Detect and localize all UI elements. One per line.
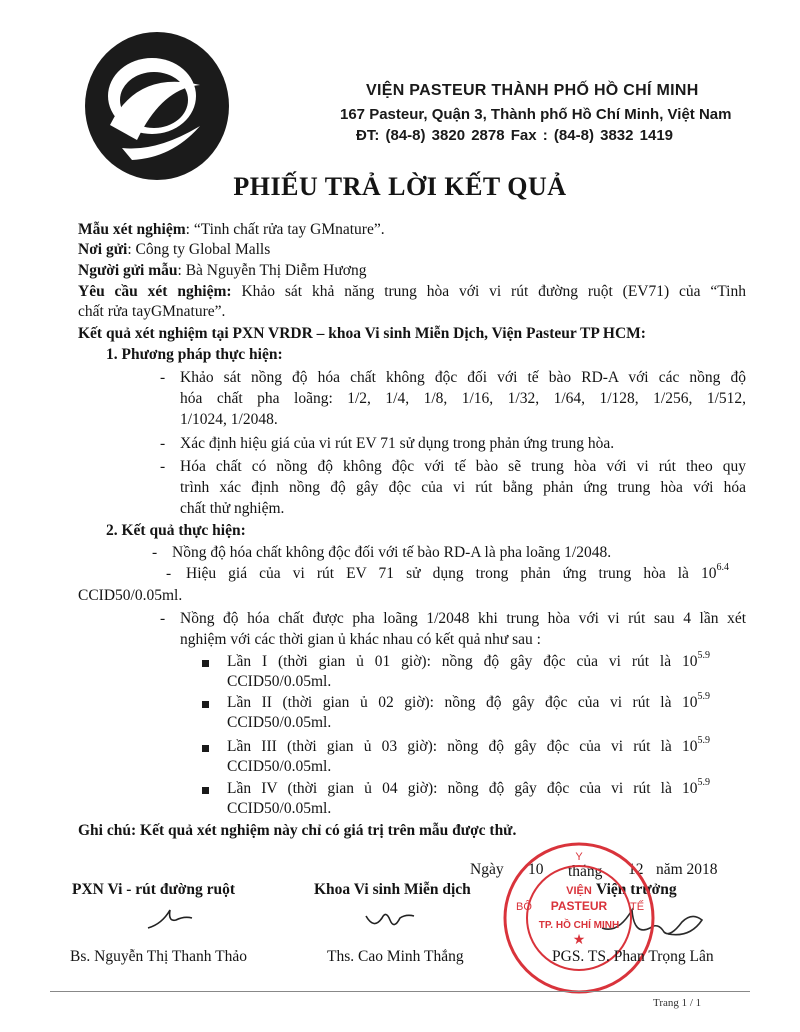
trial-2-line-1 [227,693,710,713]
method-item-3-line-3: chất thử nghiệm. [180,500,285,517]
trial-4-exponent: 5.9 [697,777,710,788]
institute-phone-fax: ĐT: (84-8) 3820 2878 Fax : (84-8) 3832 1419 [356,127,674,144]
date-month: 12 [628,861,644,878]
sample-label: Mẫu xét nghiệm [78,221,186,238]
trial-2-exponent: 5.9 [697,691,710,702]
dash: - [160,435,166,452]
bullet-icon [202,745,209,752]
method-item-2-line-1: Xác định hiệu giá của vi rút EV 71 sử dụng trong phản ứng trung hòa. [180,435,615,452]
trial-4-line-1 [227,779,710,799]
trial-1-exponent: 5.9 [697,650,710,661]
institute-name: VIỆN PASTEUR THÀNH PHỐ HỒ CHÍ MINH [366,82,699,99]
result-item-2-line-2: CCID50/0.05ml. [78,587,183,604]
stamp-line-3: TP. HỒ CHÍ MINH [538,920,620,931]
method-item-3-line-1: Hóa chất có nồng độ không độc với tế bào sẽ trung hòa với vi rút theo quy [180,458,746,475]
trial-4-unit: CCID50/0.05ml. [227,800,332,817]
date-month-label: tháng [568,863,603,880]
method-item-1-line-1: Khảo sát nồng độ hóa chất không độc đối với tế bào RD-A với các nồng độ [180,369,746,386]
director-signatory-name: PGS. TS. Phan Trọng Lân [552,948,714,965]
institute-address: 167 Pasteur, Quận 3, Thành phố Hồ Chí Minh, Việt Nam [340,106,732,123]
dept-signature-mark [360,900,420,940]
person-line [78,261,366,281]
dept-signatory-name: Ths. Cao Minh Thắng [327,948,464,965]
result-item-2-text: Hiệu giá của vi rút EV 71 sử dụng trong phản ứng trung hòa là 10 [186,565,717,582]
trial-4-text: Lần IV (thời gian ủ 04 giờ): nồng độ gây độc của vi rút là 10 [227,780,698,797]
date-day-label: Ngày [470,861,504,878]
sender-label: Nơi gửi [78,241,128,258]
lab-signature-title: PXN Vi - rút đường ruột [72,881,235,898]
results-heading: Kết quả xét nghiệm tại PXN VRDR – khoa Vi sinh Miễn Dịch, Viện Pasteur TP HCM: [78,325,646,342]
dash: - [152,544,158,561]
request-value-1: Khảo sát khả năng trung hòa với vi rút đường ruột (EV71) của “Tinh [241,283,746,300]
date-day: 10 [528,861,544,878]
footer-divider [50,991,750,992]
page-number: Trang 1 / 1 [653,997,702,1009]
trial-3-unit: CCID50/0.05ml. [227,758,332,775]
method-item-1-line-2: hóa chất pha loãng: 1/2, 1/4, 1/8, 1/16, 1/32, 1/64, 1/128, 1/256, 1/512, [180,390,746,407]
result-item-2-exponent: 6.4 [716,562,729,573]
stamp-side-right: TẾ [630,901,645,913]
result-heading: 2. Kết quả thực hiện: [106,522,246,539]
trial-1-text: Lần I (thời gian ủ 01 giờ): nồng độ gây độc của vi rút là 10 [227,653,698,670]
bullet-icon [202,787,209,794]
result-item-2-line-1 [186,564,729,584]
dash: - [160,458,166,475]
sample-line [78,220,385,240]
dept-signature-title: Khoa Vi sinh Miễn dịch [314,881,471,898]
pasteur-logo [82,30,232,182]
dash: - [160,610,166,627]
request-line-1 [78,282,746,302]
trial-1-line-1 [227,652,710,672]
lab-signatory-name: Bs. Nguyễn Thị Thanh Thảo [70,948,247,965]
sender-line [78,240,270,260]
method-item-3-line-2: trình xác định nồng độ gây độc của vi rút bằng phản ứng trung hòa với hóa [180,479,746,496]
stamp-line-1: VIỆN [566,885,592,897]
trial-3-exponent: 5.9 [697,735,710,746]
trial-2-unit: CCID50/0.05ml. [227,714,332,731]
trial-2-text: Lần II (thời gian ủ 02 giờ): nồng độ gây độc của vi rút là 10 [227,694,698,711]
bullet-icon [202,660,209,667]
document-title: PHIẾU TRẢ LỜI KẾT QUẢ [233,172,567,201]
request-line-2: chất rửa tayGMnature”. [78,303,226,320]
person-value: : Bà Nguyễn Thị Diễm Hương [177,262,367,279]
stamp-top-letter: Y [575,851,583,863]
method-heading: 1. Phương pháp thực hiện: [106,346,283,363]
director-signature-title: Viện trưởng [596,881,677,898]
result-item-3-line-1: Nồng độ hóa chất được pha loãng 1/2048 khi trung hòa với vi rút sau 4 lần xét [180,610,746,627]
method-item-1-line-3: 1/1024, 1/2048. [180,411,278,428]
request-label: Yêu cầu xét nghiệm: [78,283,232,300]
lab-signature-mark [140,898,200,938]
dash: - [166,565,172,582]
stamp-star-icon: ★ [572,933,586,948]
note: Ghi chú: Kết quả xét nghiệm này chỉ có giá trị trên mẫu được thử. [78,822,517,839]
trial-3-line-1 [227,737,710,757]
sample-value: : “Tinh chất rửa tay GMnature”. [185,221,385,238]
trial-3-text: Lần III (thời gian ủ 03 giờ): nồng độ gây độc của vi rút là 10 [227,738,698,755]
dash: - [160,369,166,386]
official-stamp [498,838,660,998]
stamp-side-left: BỘ [516,901,532,913]
date-year: năm 2018 [656,861,718,878]
result-item-3-line-2: nghiệm với các thời gian ủ khác nhau có kết quả như sau : [180,631,541,648]
trial-1-unit: CCID50/0.05ml. [227,673,332,690]
result-item-1: Nồng độ hóa chất không độc đối với tế bào RD-A là pha loãng 1/2048. [172,544,612,561]
stamp-line-2: PASTEUR [550,899,608,913]
person-label: Người gửi mẫu [78,262,178,279]
sender-value: : Công ty Global Malls [127,241,271,258]
bullet-icon [202,701,209,708]
